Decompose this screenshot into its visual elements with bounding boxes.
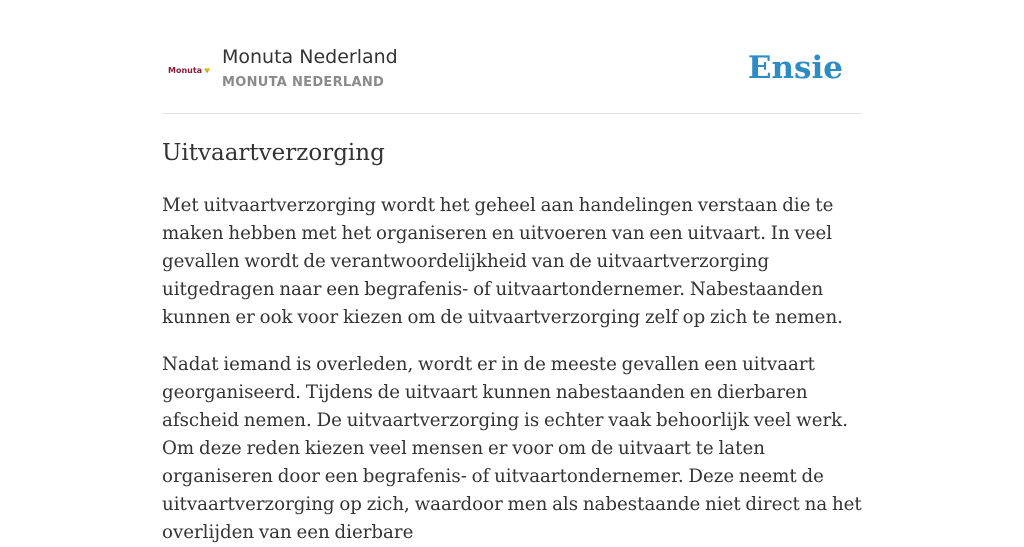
heart-icon xyxy=(204,67,210,74)
header xyxy=(162,0,862,114)
organization-name[interactable]: Monuta Nederland xyxy=(222,46,398,68)
monuta-logo[interactable] xyxy=(168,66,210,75)
page xyxy=(162,0,862,547)
organization-subtitle: MONUTA NEDERLAND xyxy=(222,75,385,90)
article-title: Uitvaartverzorging xyxy=(162,140,385,166)
article-paragraph: Nadat iemand is overleden, wordt er in de meeste gevallen een uitvaart georganiseerd. Tijdens de uitvaart kunnen nabestaanden en dierbaren afscheid nemen. De uitvaartverzorging is echter vaak behoorlijk veel werk. Om deze reden kiezen veel mensen er voor om de uitvaart te laten organiseren door een begrafenis- of uitvaartondernemer. Deze neemt de uitvaartverzorging op zich, waardoor men als nabestaande niet direct na het overlijden van een dierbare xyxy=(162,354,862,543)
logo-text: Monuta xyxy=(168,66,203,75)
article-paragraph: Met uitvaartverzorging wordt het geheel aan handelingen verstaan die te maken hebben met het organiseren en uitvoeren van een uitvaart. In veel gevallen wordt de verantwoordelijkheid van de uitvaartverzorging uitgedragen naar een begrafenis- of uitvaartondernemer. Nabestaanden kunnen er ook voor kiezen om de uitvaartverzorging zelf op zich te nemen. xyxy=(162,195,843,328)
ensie-logo[interactable]: Ensie xyxy=(747,50,843,86)
